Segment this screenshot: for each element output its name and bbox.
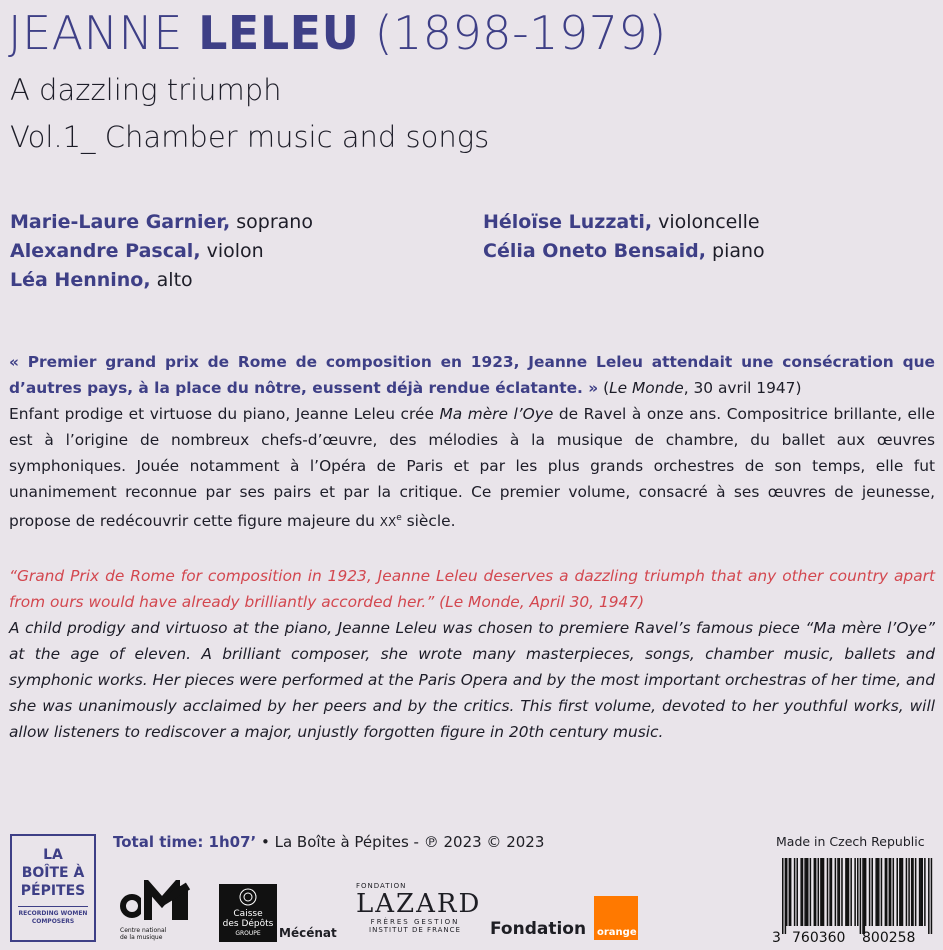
barcode-bar [928, 858, 930, 934]
barcode [770, 858, 938, 948]
barcode-bar [921, 858, 923, 926]
barcode-bar [794, 858, 796, 926]
barcode-bar [864, 858, 866, 934]
footer-info [113, 833, 544, 851]
barcode-bar [841, 858, 843, 926]
barcode-bar [815, 858, 817, 926]
barcode-bar [782, 858, 784, 934]
performers-right [483, 208, 765, 266]
composer-first-name: JEANNE [8, 6, 183, 60]
english-body: A child prodigy and virtuoso at the piano, Jeanne Leleu was chosen to premiere Ravel’s famous piece “Ma mère l’Oye” at the age of eleven. A brilliant composer, she wrote many masterpieces, songs, chamber music, ballets and symphonic works. Her pieces were performed at the Paris Opera and by the most important orchestras of her time, and she was unanimously acclaimed by her peers and by the critics. This first volume, devoted to her youthful works, will allow listeners to rediscover a major, unjustly forgotten figure in 20th century music. [9, 619, 935, 741]
mecenat-label: Mécénat [279, 926, 337, 940]
barcode-bar [786, 858, 788, 926]
barcode-digits: 760360 [792, 930, 846, 944]
cnm-sub1: Centre national [120, 927, 167, 934]
fondation-lazard-logo: FONDATION LAZARD FRÈRES GESTION INSTITUT DE FRANCE [356, 882, 482, 934]
performers-left [10, 208, 313, 295]
la-boite-a-pepites-logo: LA BOÎTE À PÉPITES RECORDING WOMEN COMPOSERS [10, 834, 96, 942]
barcode-bar [875, 858, 877, 926]
barcode-bar [871, 858, 873, 926]
barcode-bar [807, 858, 809, 926]
barcode-bar [865, 858, 867, 926]
barcode-bar [885, 858, 887, 926]
barcode-bar [790, 858, 792, 926]
cnm-sub2: de la musique [120, 934, 163, 941]
label-info: • La Boîte à Pépites - ℗ 2023 © 2023 [256, 833, 545, 851]
barcode-bar [837, 858, 839, 926]
barcode-bar [890, 858, 892, 926]
composer-dates: (1898-1979) [374, 6, 667, 60]
performer: Marie-Laure Garnier, soprano [10, 211, 313, 233]
barcode-bars [770, 858, 938, 944]
barcode-bar [785, 858, 787, 934]
barcode-bar [814, 858, 816, 926]
barcode-bar [906, 858, 908, 926]
barcode-bar [845, 858, 847, 926]
barcode-bar [804, 858, 806, 926]
barcode-bar [912, 858, 914, 926]
barcode-bar [877, 858, 879, 926]
barcode-bar [857, 858, 859, 926]
barcode-bar [919, 858, 921, 926]
performer: Célia Oneto Bensaid, piano [483, 240, 765, 262]
barcode-bar [860, 858, 862, 934]
barcode-bar [862, 858, 864, 934]
total-time: Total time: 1h07’ [113, 833, 257, 851]
barcode-bar [899, 858, 901, 926]
barcode-bar [878, 858, 880, 926]
performer: Héloïse Luzzati, violoncelle [483, 211, 760, 233]
barcode-bar [820, 858, 822, 926]
barcode-bar [881, 858, 883, 926]
french-source-title: Le Monde [609, 379, 684, 397]
french-text: « Premier grand prix de Rome de composition en 1923, Jeanne Leleu attendait une consécration que d’autres pays, à la place du nôtre, eussent déjà rendue éclatante. » (Le Monde, 30 avril 1947) Enfant prodige et virtuose du piano, Jeanne Leleu crée Ma mère l’Oye de Ravel à onze ans. Compositrice brillante, elle est à l’origine de nombreux chefs-d’œuvre, des mélodies à la musique de chambre, du ballet aux œuvres symphoniques. Jouée notamment à l’Opéra de Paris et par les plus grands orchestres de son temps, elle fut unanimement reconnue par ses pairs et par la critique. Ce premier volume, consacré à ses œuvres de jeunesse, propose de redécouvrir cette figure majeure du XXe siècle. [9, 353, 935, 531]
barcode-bar [789, 858, 791, 926]
barcode-bar [924, 858, 926, 926]
english-quote: “Grand Prix de Rome for composition in 1923, Jeanne Leleu deserves a dazzling triumph that any other country apart from ours would have already brilliantly accorded her.” (Le Monde, April 30, 1947) [9, 567, 935, 611]
english-text [9, 563, 935, 745]
barcode-bar [800, 858, 802, 926]
barcode-bar [827, 858, 829, 926]
barcode-bar [848, 858, 850, 926]
barcode-bar [902, 858, 904, 926]
composer-last-name: LELEU [198, 6, 360, 60]
fondation-label: Fondation [490, 919, 587, 939]
work-title: Ma mère l’Oye [439, 405, 554, 423]
barcode-bar [893, 858, 895, 926]
barcode-bar [886, 858, 888, 926]
barcode-bar [911, 858, 913, 926]
orange-logo: orange [594, 896, 638, 940]
album-title [8, 2, 667, 64]
barcode-bar [869, 858, 871, 926]
barcode-digits: 3 [772, 930, 781, 944]
barcode-bar [931, 858, 933, 934]
french-quote: « Premier grand prix de Rome de composition en 1923, Jeanne Leleu attendait une consécration que d’autres pays, à la place du nôtre, eussent déjà rendue éclatante. » [9, 353, 935, 397]
barcode-digits: 800258 [862, 930, 916, 944]
album-volume: Vol.1_ Chamber music and songs [10, 120, 490, 154]
barcode-bar [802, 858, 804, 926]
barcode-bar [920, 858, 922, 926]
barcode-bar [831, 858, 833, 926]
barcode-bar [823, 858, 825, 926]
barcode-bar [896, 858, 898, 926]
barcode-bar [854, 858, 856, 926]
made-in: Made in Czech Republic [776, 834, 925, 849]
cnm-logo [114, 880, 206, 946]
barcode-bar [850, 858, 852, 926]
barcode-bar [839, 858, 841, 926]
barcode-bar [796, 858, 798, 926]
performer: Alexandre Pascal, violon [10, 240, 264, 262]
barcode-bar [900, 858, 902, 926]
performer: Léa Hennino, alto [10, 269, 193, 291]
caisse-des-depots-logo: Caisse des Dépôts GROUPE [219, 884, 277, 942]
barcode-bar [908, 858, 910, 926]
barcode-bar [835, 858, 837, 926]
barcode-bar [829, 858, 831, 926]
barcode-bar [915, 858, 917, 926]
barcode-bar [810, 858, 812, 926]
barcode-bar [846, 858, 848, 926]
album-subtitle: A dazzling triumph [10, 73, 282, 107]
barcode-bar [821, 858, 823, 926]
barcode-bar [806, 858, 808, 926]
barcode-bar [889, 858, 891, 926]
barcode-bar [818, 858, 820, 926]
